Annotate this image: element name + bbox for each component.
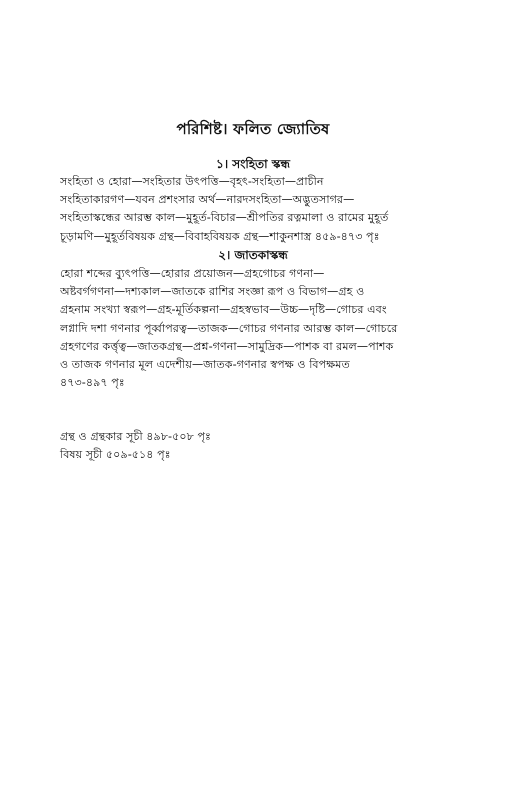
reference-line: গ্রন্থ ও গ্রন্থকার সূচী ৪৯৮-৫০৮ পৃঃ [60,430,212,443]
section-heading-jataka: ২। জাতকাস্কন্ধ [218,248,288,262]
reference-line: বিষয় সূচী ৫০৯-৫১৪ পৃঃ [60,448,171,461]
body-line: চূড়ামণি—মুহূর্তবিষয়ক গ্রন্থ—বিবাহবিষয়ক গ্রন্থ—শাকুনশাস্ত্র ৪৫৯-৪৭৩ পৃঃ [60,229,380,243]
section-body-samhita [60,173,460,246]
body-line: সংহিতাকারগণ—যবন প্রশংসার অর্থ—নারদসংহিতা—অদ্ভুতসাগর— [60,193,355,207]
body-line: ও তাজক গণনার মূল এদেশীয়—জাতক-গণনার স্বপক্ষ ও বিপক্ষমত [60,358,350,372]
index-references [60,428,460,464]
body-line: সংহিতা ও হোরা—সংহিতার উৎপত্তি—বৃহৎ-সংহিতা—প্রাচীন [60,175,324,188]
section-body-jataka [60,265,460,392]
body-line: ৪৭৩-৪৯৭ পৃঃ [60,376,125,390]
body-line: লগ্নাদি দশা গণনার পূর্ব্বাপরত্ব—তাজক—গোচর গণনার আরম্ভ কাল—গোচরে [60,321,398,335]
body-line: হোরা শব্দের ব্যুৎপত্তি—হোরার প্রয়োজন—গ্রহগোচর গণনা— [60,267,325,280]
page-title: পরিশিষ্ট। ফলিত জ্যোতিষ [176,120,330,138]
body-line: অষ্টবর্গগণনা—দশ্যকাল—জাতকে রাশির সংজ্ঞা রূপ ও বিভাগ—গ্রহ ও [60,285,365,299]
body-line: গ্রহগণের কর্ত্তৃত্ব—জাতকগ্রন্থ—প্রশ্ন-গণনা—সামুদ্রিক—পাশক বা রমল—পাশক [60,339,394,353]
section-heading-samhita: ১। সংহিতা স্কন্ধ [216,157,290,171]
body-line: গ্রহনাম সংখ্যা স্বরূপ—গ্রহ-মূর্তিকল্পনা—গ্রহস্বভাব—উচ্চ—দৃষ্টি—গোচর এবং [60,303,387,317]
body-line: সংহিতাস্কন্ধের আরম্ভ কাল—মুহূর্ত-বিচার—শ্রীপতির রত্নমালা ও রামের মুহূর্ত [60,211,389,225]
